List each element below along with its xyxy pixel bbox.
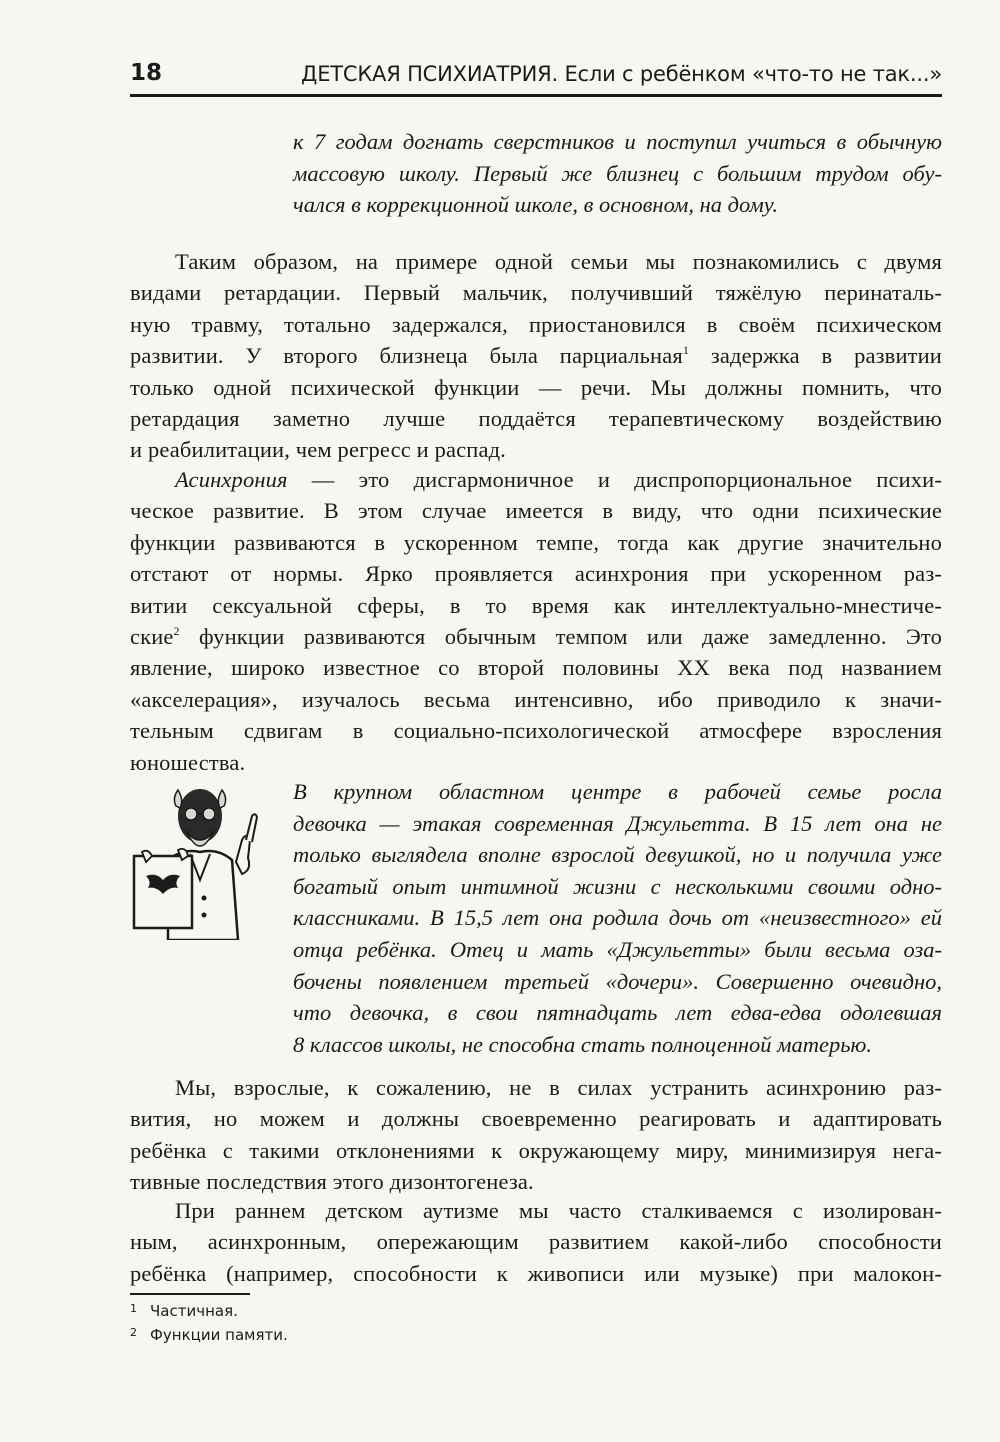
case-continuation: [293, 126, 942, 221]
paragraph-line: Таким образом, на примере одной семьи мы познакомились с двумя: [175, 249, 942, 274]
paragraph-line: Мы, взрослые, к сожалению, не в силах устранить асинхронию раз-: [175, 1075, 942, 1100]
header-rule: [130, 94, 942, 97]
case-study-line: богатый опыт интимной жизни с несколькими своими одно-: [293, 873, 942, 899]
term-asynchrony: Асинхрония: [175, 467, 288, 492]
page-header: [130, 60, 942, 94]
paragraph-line: функции развиваются в ускоренном темпе, тогда как другие значительно: [130, 529, 942, 555]
case-study-line: В крупном областном центре в рабочей семье росла: [293, 779, 942, 804]
paragraph-line: ские$^2$ функции развиваются обычным темпом или даже замедленно. Это: [130, 624, 942, 650]
paragraph-line: вития, но можем и должны своевременно реагировать и адаптировать: [130, 1106, 942, 1132]
case-study-line: девочка — этакая современная Джульетта. В 15 лет она не: [293, 810, 942, 836]
footnote-2: [130, 1322, 630, 1346]
paragraph-line: ным, асинхронным, опережающим развитием какой-либо способности: [130, 1229, 942, 1255]
paragraph-line: и реабилитации, чем регресс и распад.: [130, 437, 506, 463]
paragraph-line: При раннем детском аутизме мы часто сталкиваемся с изолирован-: [175, 1198, 942, 1223]
doctor-holding-inkblot-card-icon: [128, 770, 274, 940]
paragraph-line: ную травму, тотально задержался, приостановился в своём психическом: [130, 311, 942, 337]
running-title: ДЕТСКАЯ ПСИХИАТРИЯ. Если с ребёнком «что-то не так...»: [300, 62, 942, 86]
paragraph-line: ребёнка (например, способности к живописи или музыке) при малокон-: [130, 1260, 942, 1286]
footnote-1: [130, 1298, 630, 1322]
paragraph-line: ретардация заметно лучше поддаётся терапевтическому воздействию: [130, 406, 942, 432]
case-continuation-line: к 7 годам догнать сверстников и поступил учиться в обычную: [293, 129, 942, 154]
footnote-rule: [130, 1293, 250, 1295]
paragraph-line: видами ретардации. Первый мальчик, получивший тяжёлую перинаталь-: [130, 280, 942, 306]
case-study-line: 8 классов школы, не способна стать полноценной матерью.: [293, 1031, 872, 1057]
footnote-ref-1: 1: [682, 343, 690, 358]
page-number: 18: [130, 60, 163, 86]
case-study-line: отца ребёнка. Отец и мать «Джульетты» были весьма оза-: [293, 936, 942, 962]
paragraph-line: развитии. У второго близнеца была парциальная$^1$ задержка в развитии: [130, 343, 942, 369]
paragraph-line: явление, широко известное со второй половины XX века под названием: [130, 655, 942, 681]
paragraph-line: только одной психической функции — речи. Мы должны помнить, что: [130, 374, 942, 400]
footnote-text: Частичная.: [150, 1302, 238, 1320]
case-study-line: классниками. В 15,5 лет она родила дочь от «неизвестного» ей: [293, 905, 942, 931]
paragraph-asynchrony: [130, 464, 942, 778]
paragraph-adults: [130, 1072, 942, 1198]
paragraph-line: отстают от нормы. Ярко проявляется асинхрония при ускоренном раз-: [130, 561, 942, 587]
paragraph-line: тельным сдвигам в социально-психологической атмосфере взросления: [130, 718, 942, 744]
case-study: [293, 776, 942, 1060]
footnote-text: Функции памяти.: [150, 1326, 288, 1344]
paragraph-line: ческое развитие. В этом случае имеется в виду, что одни психические: [130, 498, 942, 524]
case-study-line: что девочка, в свои пятнадцать лет едва-едва одолевшая: [293, 1000, 942, 1026]
paragraph-line: ребёнка с такими отклонениями к окружающему миру, минимизируя нега-: [130, 1137, 942, 1163]
case-continuation-line: массовую школу. Первый же близнец с большим трудом обу-: [293, 160, 942, 186]
paragraph-retardation: [130, 246, 942, 466]
case-study-line: бочены появлением третьей «дочери». Совершенно очевидно,: [293, 968, 942, 994]
footnote-mark: 2: [130, 1326, 137, 1339]
case-study-line: только выглядела вполне взрослой девушкой, но и получила уже: [293, 842, 942, 868]
footnotes: [130, 1298, 630, 1346]
paragraph-autism: [130, 1195, 942, 1289]
paragraph-line: Асинхрония — это дисгармоничное и диспропорциональное психи-: [175, 467, 942, 492]
footnote-ref-2: 2: [173, 624, 180, 639]
paragraph-line: тивные последствия этого дизонтогенеза.: [130, 1169, 534, 1195]
footnote-mark: 1: [130, 1302, 137, 1315]
paragraph-line: юношества.: [130, 749, 246, 775]
case-continuation-line: чался в коррекционной школе, в основном, на дому.: [293, 192, 778, 218]
paragraph-line: «акселерация», изучалось весьма интенсивно, ибо приводило к значи-: [130, 686, 942, 712]
paragraph-line: витии сексуальной сферы, в то время как интеллектуально-мнестиче-: [130, 592, 942, 618]
